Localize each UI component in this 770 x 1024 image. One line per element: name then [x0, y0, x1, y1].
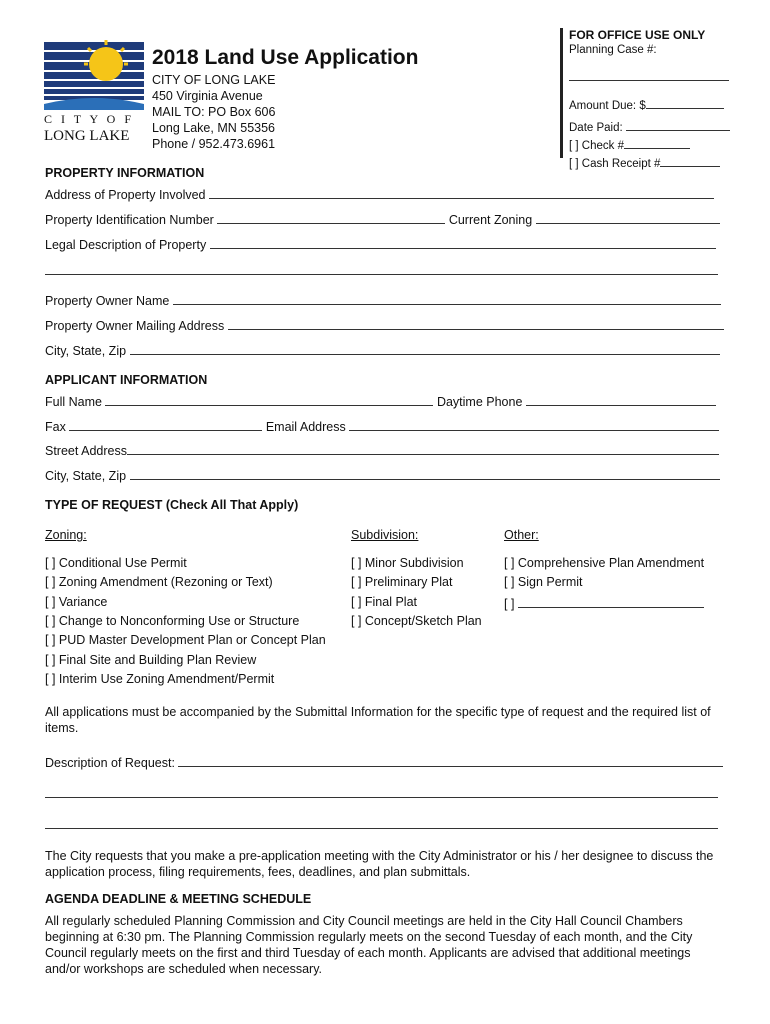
- zoning-option[interactable]: [ ] Interim Use Zoning Amendment/Permit: [45, 672, 275, 686]
- office-use-box: [560, 28, 744, 170]
- amount-due-field[interactable]: [646, 96, 724, 109]
- owner-mailing-field[interactable]: [228, 317, 724, 330]
- applicant-csz-row: [45, 467, 720, 483]
- legal-field[interactable]: [210, 236, 716, 249]
- fullname-row: [45, 393, 716, 409]
- zoning-option[interactable]: [ ] PUD Master Development Plan or Concept Plan: [45, 633, 326, 647]
- fax-field[interactable]: [69, 418, 262, 431]
- address-label: Address of Property Involved: [45, 188, 206, 202]
- zoning-label: Current Zoning: [448, 213, 533, 227]
- subdivision-option[interactable]: [ ] Final Plat: [351, 595, 417, 609]
- planning-case-label: Planning Case #:: [569, 44, 657, 56]
- city-citystate: Long Lake, MN 55356: [152, 121, 276, 135]
- date-paid-field[interactable]: [626, 118, 730, 131]
- city-name: CITY OF LONG LAKE: [152, 73, 276, 87]
- address-field[interactable]: [209, 186, 714, 199]
- check-number-field[interactable]: [624, 136, 690, 149]
- other-heading: Other:: [504, 528, 539, 542]
- owner-label: Property Owner Name: [45, 294, 170, 308]
- other-option[interactable]: [ ] Sign Permit: [504, 575, 583, 589]
- city-phone: Phone / 952.473.6961: [152, 137, 276, 151]
- property-csz-field[interactable]: [130, 342, 720, 355]
- subdivision-option[interactable]: [ ] Preliminary Plat: [351, 575, 453, 589]
- zoning-option[interactable]: [ ] Conditional Use Permit: [45, 556, 187, 570]
- pid-field[interactable]: [217, 211, 445, 224]
- applicant-heading: APPLICANT INFORMATION: [45, 373, 208, 387]
- description-label: Description of Request:: [45, 756, 175, 770]
- email-label: Email Address: [265, 420, 346, 434]
- office-heading: FOR OFFICE USE ONLY: [569, 28, 706, 42]
- city-logo: [44, 40, 144, 146]
- description-row-2: [45, 785, 718, 801]
- zoning-option[interactable]: [ ] Variance: [45, 595, 108, 609]
- legal-field-2[interactable]: [45, 262, 718, 275]
- subdivision-option[interactable]: [ ] Concept/Sketch Plan: [351, 614, 482, 628]
- planning-case-field[interactable]: [569, 68, 729, 81]
- other-option[interactable]: [ ] Comprehensive Plan Amendment: [504, 556, 705, 570]
- pre-app-note: The City requests that you make a pre-application meeting with the City Administrator or his / her designee to discuss the application process, filing requirements, fees, deadlines, and plan submittals.: [45, 849, 714, 879]
- agenda-text: All regularly scheduled Planning Commission and City Council meetings are held in the City Hall Council Chambers beginning at 6:30 pm. The Planning Commission regularly meets on the second Tuesday of each month, and the City Council regularly meets on the first and third Tuesday of each month. Applicants are advised that additional meetings and/or workshops are scheduled when necessary.: [45, 914, 693, 976]
- subdivision-option[interactable]: [ ] Minor Subdivision: [351, 556, 464, 570]
- street-field[interactable]: [127, 442, 719, 455]
- logo-city-of: C I T Y O F: [44, 112, 135, 126]
- property-csz-row: [45, 342, 720, 358]
- owner-row: [45, 292, 721, 308]
- fax-row: [45, 418, 719, 434]
- street-label: Street Address: [45, 444, 127, 458]
- email-field[interactable]: [349, 418, 719, 431]
- description-row-3: [45, 816, 718, 832]
- owner-mailing-row: [45, 317, 724, 333]
- other-option-custom: [504, 595, 704, 611]
- description-field-3[interactable]: [45, 816, 718, 829]
- legal-row: [45, 236, 716, 252]
- property-heading: PROPERTY INFORMATION: [45, 166, 205, 180]
- zoning-option[interactable]: [ ] Final Site and Building Plan Review: [45, 653, 257, 667]
- check-label[interactable]: [ ] Check #: [569, 140, 624, 152]
- pid-row: [45, 211, 720, 227]
- other-option[interactable]: [ ]: [504, 597, 515, 611]
- address-row: [45, 186, 714, 202]
- page-title: 2018 Land Use Application: [152, 46, 419, 69]
- pid-label: Property Identification Number: [45, 213, 214, 227]
- logo-long-lake: LONG LAKE: [44, 128, 130, 144]
- amount-due-label: Amount Due: $: [569, 100, 646, 112]
- description-row: [45, 754, 723, 770]
- applicant-csz-label: City, State, Zip: [45, 469, 127, 483]
- zoning-option[interactable]: [ ] Change to Nonconforming Use or Structure: [45, 614, 300, 628]
- owner-field[interactable]: [173, 292, 721, 305]
- zoning-field[interactable]: [536, 211, 720, 224]
- zoning-option[interactable]: [ ] Zoning Amendment (Rezoning or Text): [45, 575, 273, 589]
- zoning-heading: Zoning:: [45, 528, 87, 542]
- phone-field[interactable]: [526, 393, 716, 406]
- city-street: 450 Virginia Avenue: [152, 89, 263, 103]
- description-field[interactable]: [178, 754, 723, 767]
- city-mail: MAIL TO: PO Box 606: [152, 105, 276, 119]
- cash-receipt-field[interactable]: [660, 154, 720, 167]
- property-csz-label: City, State, Zip: [45, 344, 127, 358]
- request-heading: TYPE OF REQUEST (Check All That Apply): [45, 498, 299, 512]
- owner-mailing-label: Property Owner Mailing Address: [45, 319, 225, 333]
- description-field-2[interactable]: [45, 785, 718, 798]
- cash-receipt-label[interactable]: [ ] Cash Receipt #: [569, 158, 661, 170]
- street-row: [45, 442, 719, 458]
- city-address-block: [152, 72, 275, 152]
- fullname-field[interactable]: [105, 393, 433, 406]
- other-field[interactable]: [518, 595, 704, 608]
- fax-label: Fax: [45, 420, 66, 434]
- submittal-note: All applications must be accompanied by the Submittal Information for the specific type of request and the required list of items.: [45, 705, 711, 735]
- legal-row-2: [45, 262, 718, 278]
- subdivision-heading: Subdivision:: [351, 528, 419, 542]
- phone-label: Daytime Phone: [436, 395, 523, 409]
- agenda-heading: AGENDA DEADLINE & MEETING SCHEDULE: [45, 892, 312, 906]
- date-paid-label: Date Paid:: [569, 122, 623, 134]
- applicant-csz-field[interactable]: [130, 467, 720, 480]
- fullname-label: Full Name: [45, 395, 102, 409]
- legal-label: Legal Description of Property: [45, 238, 207, 252]
